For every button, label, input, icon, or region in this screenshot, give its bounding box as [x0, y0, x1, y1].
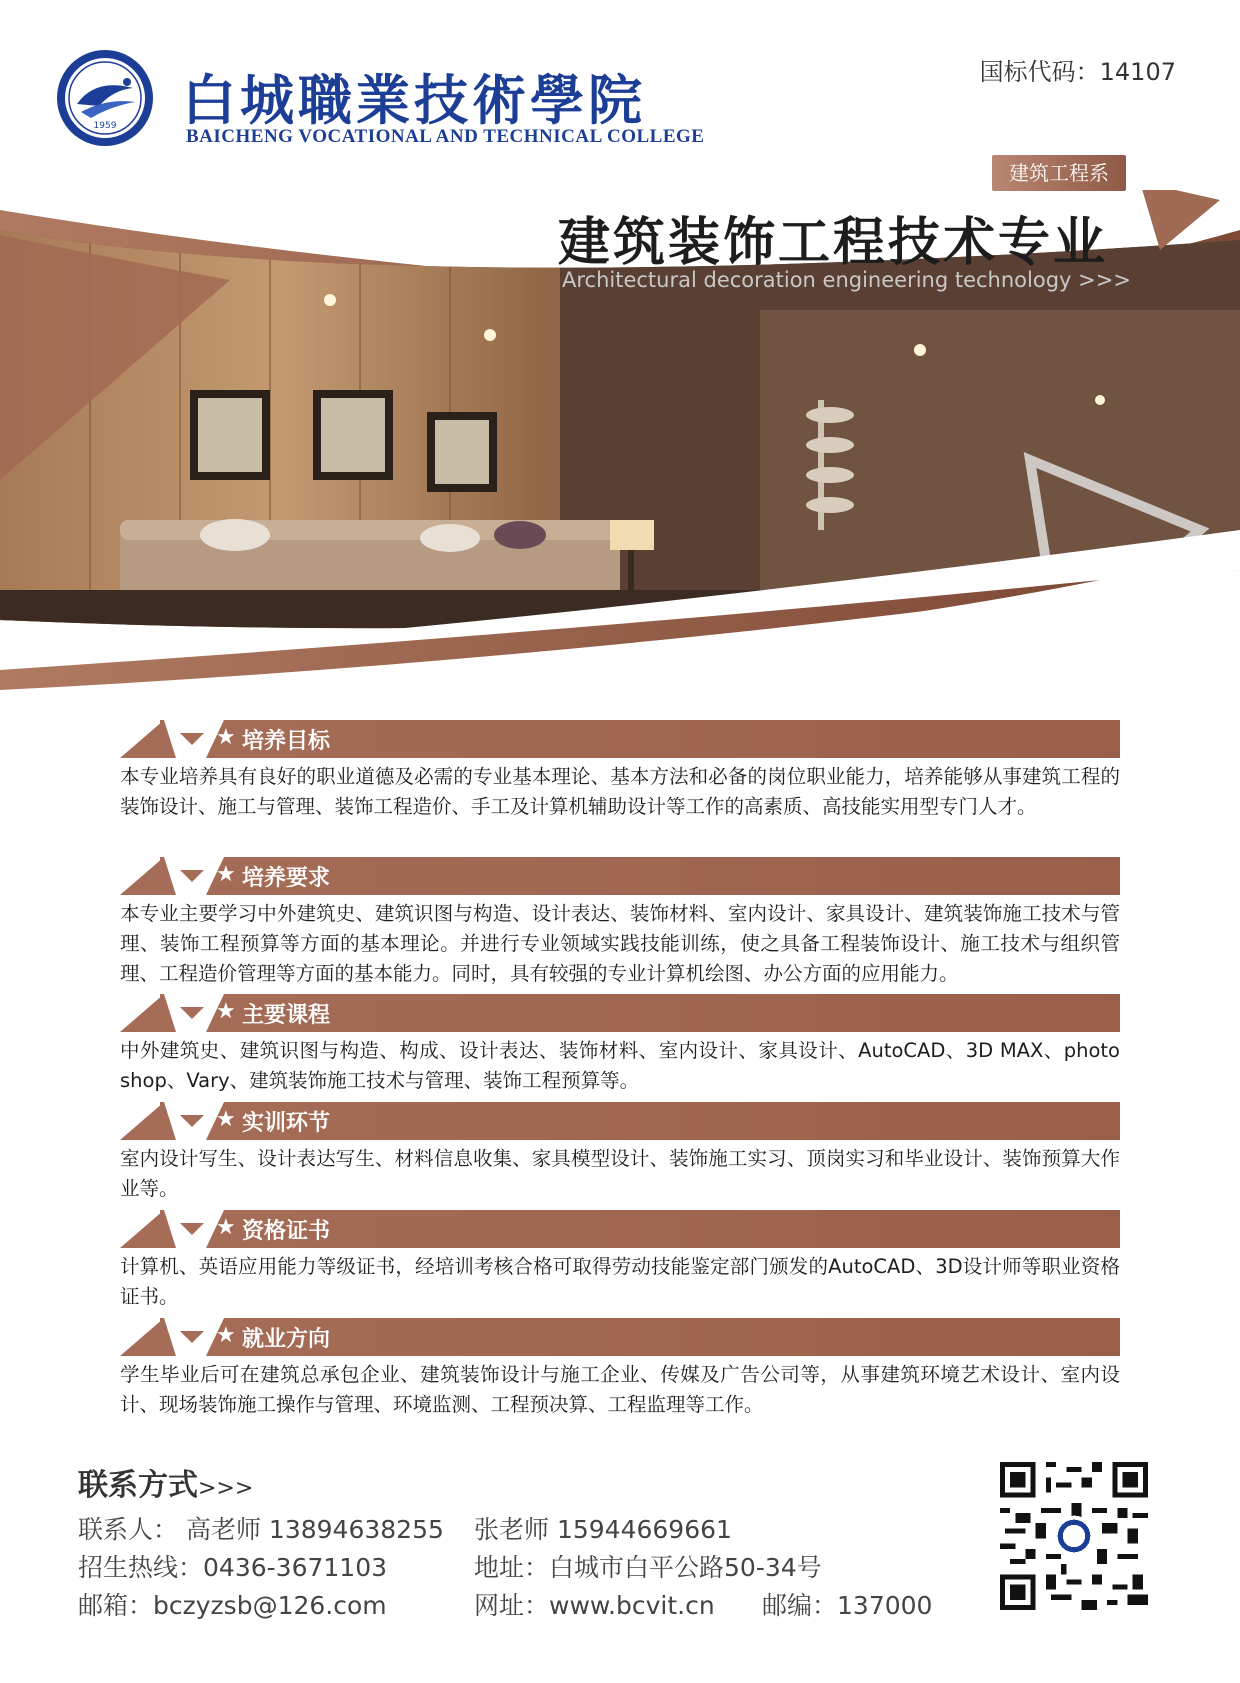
major-title-en: Architectural decoration engineering technology >>> [562, 268, 1131, 292]
chevron-down-icon [180, 1223, 204, 1235]
section-header [120, 720, 1120, 758]
chevron-down-icon [180, 1115, 204, 1127]
section-body: 学生毕业后可在建筑总承包企业、建筑装饰设计与施工企业、传媒及广告公司等，从事建筑环境艺术设计、室内设计、现场装饰施工操作与管理、环境监测、工程预决算、工程监理等工作。 [120, 1363, 1120, 1416]
star-icon: ★ [216, 1215, 236, 1240]
college-seal-logo [55, 48, 155, 148]
section-certificates [120, 1210, 1120, 1312]
section-title: 培养目标 [242, 729, 331, 754]
star-icon: ★ [216, 862, 236, 887]
address-value: 白城市白平公路50-34号 [549, 1553, 822, 1582]
star-icon: ★ [216, 1107, 236, 1132]
email-row [78, 1586, 387, 1622]
section-training-goal [120, 720, 1120, 822]
star-icon: ★ [216, 725, 236, 750]
chevron-down-icon [180, 1331, 204, 1343]
contact-person-row [78, 1510, 444, 1546]
address-label: 地址： [474, 1553, 550, 1582]
contact-person-label: 联系人： [78, 1515, 179, 1544]
section-header [120, 857, 1120, 895]
postcode-row [762, 1586, 932, 1622]
chevron-down-icon [180, 733, 204, 745]
section-main-courses [120, 994, 1120, 1096]
section-title: 就业方向 [242, 1327, 331, 1352]
section-title: 主要课程 [242, 1003, 331, 1028]
section-body: 室内设计写生、设计表达写生、材料信息收集、家具模型设计、装饰施工实习、顶岗实习和毕业设计、装饰预算大作业等。 [120, 1147, 1120, 1200]
section-body: 本专业培养具有良好的职业道德及必需的专业基本理论、基本方法和必备的岗位职业能力，培养能够从事建筑工程的装饰设计、施工与管理、装饰工程造价、手工及计算机辅助设计等工作的高素质、高技能实用型专门人才。 [120, 765, 1120, 818]
website-label: 网址： [474, 1591, 550, 1620]
section-title: 资格证书 [242, 1219, 331, 1244]
section-header [120, 1210, 1120, 1248]
hotline-row [78, 1548, 387, 1584]
section-header [120, 994, 1120, 1032]
hotline-label: 招生热线： [78, 1553, 204, 1582]
contact-title-text: 联系方式 [78, 1468, 198, 1503]
contact-person-2: 张老师 15944669661 [474, 1515, 732, 1544]
major-title: 建筑装饰工程技术专业 [558, 213, 1109, 273]
section-title: 实训环节 [242, 1111, 331, 1136]
section-header [120, 1318, 1120, 1356]
address-row [474, 1548, 822, 1584]
qr-code-icon [1000, 1462, 1148, 1610]
website-row [474, 1586, 715, 1622]
chevron-down-icon [180, 870, 204, 882]
website-value: www.bcvit.cn [549, 1591, 715, 1620]
chevron-down-icon [180, 1007, 204, 1019]
postcode-value: 137000 [837, 1591, 933, 1620]
section-body: 中外建筑史、建筑识图与构造、构成、设计表达、装饰材料、室内设计、家具设计、AutoCAD、3D MAX、photo shop、Vary、建筑装饰施工技术与管理、装饰工程预算等。 [120, 1039, 1120, 1092]
section-body: 本专业主要学习中外建筑史、建筑识图与构造、设计表达、装饰材料、室内设计、家具设计、建筑装饰施工技术与管理、装饰工程预算等方面的基本理论。并进行专业领域实践技能训练，使之具备工程装饰设计、施工技术与组织管理、工程造价管理等方面的基本能力。同时，具有较强的专业计算机绘图、办公方面的应用能力。 [120, 902, 1120, 985]
postcode-label: 邮编： [762, 1591, 838, 1620]
college-name-en: BAICHENG VOCATIONAL AND TECHNICAL COLLEGE [186, 126, 705, 147]
svg-text:1959: 1959 [93, 121, 117, 131]
section-career-direction [120, 1318, 1120, 1420]
star-icon: ★ [216, 1323, 236, 1348]
college-name-cn: 白城職業技術學院 [182, 68, 646, 132]
section-header [120, 1102, 1120, 1140]
email-value: bczyzsb@126.com [153, 1591, 387, 1620]
section-body: 计算机、英语应用能力等级证书，经培训考核合格可取得劳动技能鉴定部门颁发的AutoCAD、3D设计师等职业资格证书。 [120, 1255, 1120, 1308]
star-icon: ★ [216, 999, 236, 1024]
department-badge: 建筑工程系 [992, 155, 1126, 191]
hotline-number: 0436-3671103 [203, 1553, 387, 1582]
contact-person-1: 高老师 13894638255 [185, 1515, 444, 1544]
section-training-requirements [120, 857, 1120, 989]
contact-title-arrows: >>> [198, 1476, 254, 1501]
contact-title [78, 1460, 253, 1504]
national-code: 国标代码：14107 [979, 58, 1176, 86]
section-title: 培养要求 [242, 866, 331, 891]
email-label: 邮箱： [78, 1591, 154, 1620]
section-practical-training [120, 1102, 1120, 1204]
